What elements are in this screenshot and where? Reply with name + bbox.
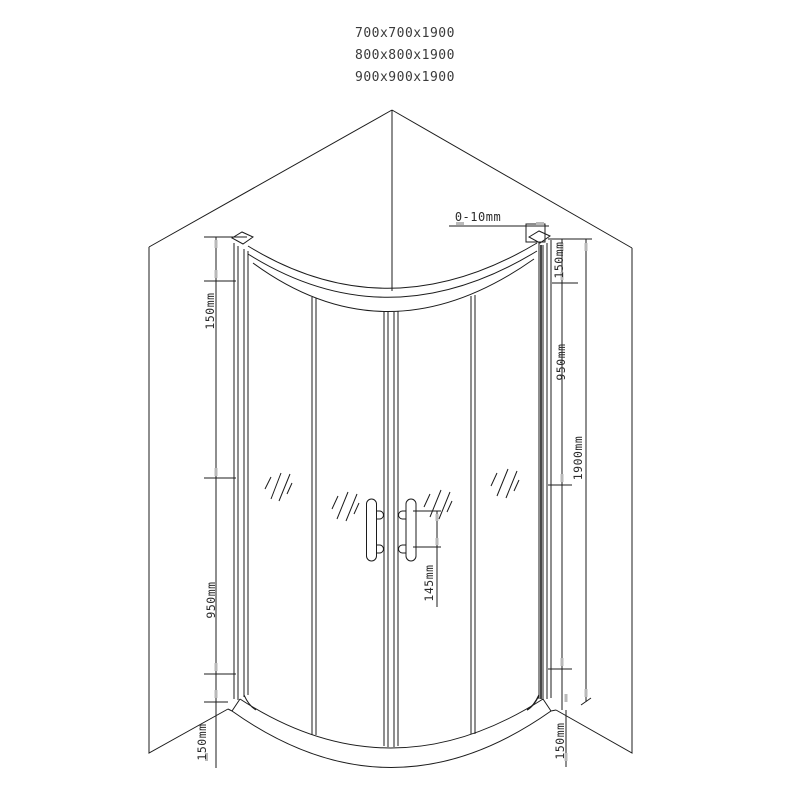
room-walls [149, 110, 632, 753]
dimension-label-wall-gap: 0-10mm [454, 210, 502, 224]
right-door-handle [399, 499, 416, 561]
shower-tray [228, 699, 556, 768]
left-wall-profile [232, 232, 256, 710]
dimension-label-right-base: 150mm [553, 722, 567, 760]
size-option: 900x900x1900 [355, 70, 455, 85]
right-wall-profile [526, 224, 551, 710]
size-option: 700x700x1900 [355, 26, 455, 41]
dimension-label-right-top: 150mm [552, 241, 566, 279]
glass-hatch-marks [265, 469, 519, 521]
dimension-arrowheads [205, 222, 588, 761]
glass-panel-edges [312, 295, 475, 747]
dimension-label-total-height: 1900mm [571, 435, 585, 481]
dimension-label-right-glass: 950mm [554, 343, 568, 381]
dimension-label-left-glass: 950mm [204, 581, 218, 619]
size-options-list [355, 23, 455, 89]
dimension-label-left-top: 150mm [203, 292, 217, 330]
left-door-handle [367, 499, 384, 561]
dimension-label-handle-spacing: 145mm [422, 564, 436, 602]
door-handles [367, 499, 417, 561]
dimension-label-left-base: 150mm [195, 723, 209, 761]
size-option: 800x800x1900 [355, 48, 455, 63]
